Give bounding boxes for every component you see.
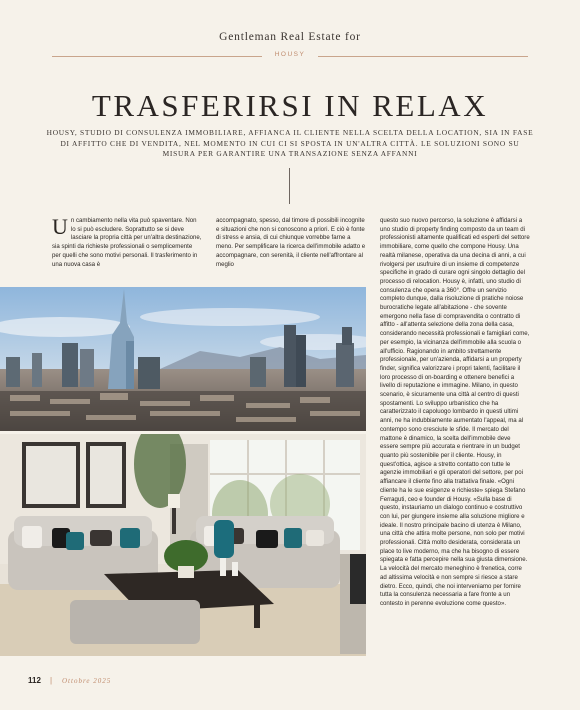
column-2-text: accompagnato, spesso, dal timore di possibili incognite e situazioni che non si conoscono a priori. E ciò è fonte di stress e ansia, di cui chiunque vorrebbe farne a meno. Per semplificare la ricerca dell'immobile adatto e accompagnare, con serenità, il cliente nell'affrontare al meglio xyxy=(216,217,366,268)
masthead-title: Gentleman Real Estate for xyxy=(219,31,361,43)
drop-cap: U xyxy=(52,214,68,239)
issue-date: Ottobre 2025 xyxy=(62,677,112,685)
footer-separator: | xyxy=(50,676,53,685)
article-column-3 xyxy=(380,217,530,609)
article-column-1 xyxy=(52,214,202,269)
milan-skyline-photo xyxy=(0,287,366,431)
column-1-text: n cambiamento nella vita può spaventare. Non lo si può escludere. Soprattutto se si deve lasciare la propria città per un'altra destinazione, sia spinti da richieste professionali o semplicemente per quelli che sono motivi personali. Il trasferimento in una nuova casa è xyxy=(52,217,202,268)
column-3-text: questo suo nuovo percorso, la soluzione è affidarsi a uno studio di property finding composto da un team di professionisti altamente qualificati ed esperti del settore immobiliare, come quello che compone Housy. Una realtà milanese, operativa da una decina di anni, a cui rivolgersi per usufruire di un insieme di competenze specifiche in grado di curare ogni singolo dettaglio del processo di relocation. Housy è, infatti, uno studio di consulenza che opera a 360°. Offre un servizio completo dunque, dalla risoluzione di pratiche noiose burocratiche legate all'abitazione - che sovente emergono nella fase di compravendita o contratto di affitto - all'attenta selezione della zona della casa, considerando necessità professionali e famigliari come, per esempio, la vicinanza dell'immobile alla scuola o all'ufficio. Ragionando in ambito strettamente professionale, per un'azienda, affidarsi a un property finder, significa valorizzare i propri talenti, facilitare il loro processo di on-boarding e ottenere benefici a livello di reputazione e immagine. Milano, in questo scenario, è sicuramente una città al centro di questi spostamenti. Lo sviluppo urbanistico che ha caratterizzato il capoluogo lombardo in questi ultimi anni, ne ha indubbiamente aumentato l'appeal, ma al contempo sono cresciute le sfide. Il mercato del mattone è dinamico, la scelta dell'immobile deve essere sempre più accurata e rientrare in un budget quanto più sostenibile per il cliente. Housy, in quest'ottica, agisce a stretto contatto con tutte le agenzie immobiliari e gli operatori del settore, per poi affiancare il cliente fino alla trattativa finale. «Ogni cliente ha le sue esigenze e richieste» spiega Stefano Ferraguti, ceo e founder di Housy. «Sulla base di questo, instauriamo un dialogo continuo e costruttivo con lui, per giungere insieme alla soluzione migliore e ideale. Il nostro principale bacino di utenza è Milano, una città che attira molte persone, non solo per motivi professionali. Città molto desiderata, considerata un place to live moderno, ma che ha bisogno di essere spiegata e fatta percepire nella sua giusta dimensione. La velocità del mercato meneghino è frenetica, corre ad altissima velocità e non sempre si riesce a stare dietro. Ecco, quindi, che noi interveniamo per fornire tutta la consulenza necessaria a fare fronte a un contesto in perenne evoluzione come questo». xyxy=(380,217,530,607)
article-column-2 xyxy=(216,217,366,269)
vertical-divider xyxy=(289,168,290,204)
article-standfirst: HOUSY, STUDIO DI CONSULENZA IMMOBILIARE, AFFIANCA IL CLIENTE NELLA SCELTA DELLA LOCATION, SIA IN FASE DI AFFITTO CHE DI VENDITA, NEL MOMENTO IN CUI CI SI SPOSTA IN UN'ALTRA CITTÀ. LE SOLUZIONI SONO SU MISURA PER GARANTIRE UNA TRANSAZIONE SENZA AFFANNI xyxy=(46,128,534,159)
living-room-photo xyxy=(0,434,366,656)
page-number: 112 xyxy=(28,676,41,685)
article-headline: TRASFERIRSI IN RELAX xyxy=(91,88,489,123)
masthead-brand: HOUSY xyxy=(274,51,306,58)
